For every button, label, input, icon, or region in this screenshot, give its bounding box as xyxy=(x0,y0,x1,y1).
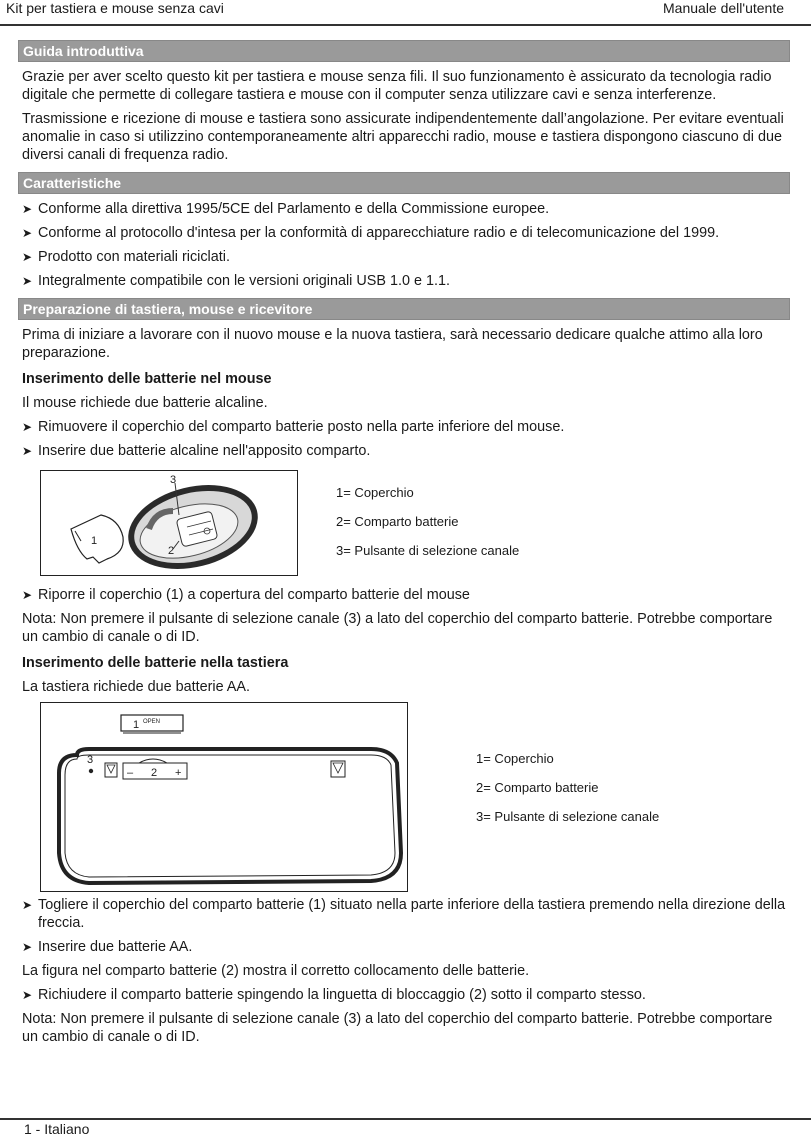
keyboard-label-1: 1 xyxy=(133,719,140,731)
document-title: Kit per tastiera e mouse senza cavi xyxy=(6,0,224,16)
list-item: ➤ Conforme alla direttiva 1995/5CE del Parlamento e della Commissione europee. xyxy=(22,201,550,217)
keyboard-minus-label: – xyxy=(127,767,134,779)
mouse-batteries-heading: Inserimento delle batterie nel mouse xyxy=(22,371,272,387)
keyboard-label-3: 3 xyxy=(87,754,94,766)
keyboard-plus-label: + xyxy=(175,767,182,779)
mouse-figure-row xyxy=(22,470,792,576)
list-item: ➤ Inserire due batterie alcaline nell'apposito comparto. xyxy=(22,443,371,459)
arrow-bullet-icon: ➤ xyxy=(22,444,33,458)
keyboard-figure-text: La figura nel comparto batterie (2) mostra il corretto collocamento delle batterie. xyxy=(22,963,530,979)
keyboard-open-label: OPEN xyxy=(143,719,161,725)
keyboard-battery-figure xyxy=(40,702,408,892)
section-title-preparation: Preparazione di tastiera, mouse e ricevitore xyxy=(18,298,790,320)
preparation-intro: Prima di iniziare a lavorare con il nuovo mouse e la nuova tastiera, sarà necessario dedicare qualche attimo alla loro preparazione. xyxy=(22,327,763,361)
mouse-note: Nota: Non premere il pulsante di selezione canale (3) a lato del coperchio del comparto batterie. Potrebbe comportare un cambio di canale o di ID. xyxy=(22,611,773,645)
page-header xyxy=(0,0,811,26)
keyboard-note: Nota: Non premere il pulsante di selezione canale (3) a lato del coperchio del comparto batterie. Potrebbe comportare un cambio di canale o di ID. xyxy=(22,1011,773,1045)
intro-paragraph-2: Trasmissione e ricezione di mouse e tastiera sono assicurate indipendentemente dall’angolazione. Per evitare eventuali anomalie in caso si utilizzino contemporaneamente altri apparecchi radio, mouse e tastiera dispongono ciascuno di due diversi canali di frequenza radio. xyxy=(22,111,784,163)
legend-item: 1= Coperchio xyxy=(336,485,414,500)
legend-item: 2= Comparto batterie xyxy=(476,780,599,795)
page-content xyxy=(22,40,792,1046)
keyboard-label-2: 2 xyxy=(151,767,158,779)
legend-item: 1= Coperchio xyxy=(476,751,554,766)
section-title-features: Caratteristiche xyxy=(18,172,790,194)
page-number: 1 - Italiano xyxy=(24,1121,90,1137)
list-item: ➤ Inserire due batterie AA. xyxy=(22,939,193,955)
mouse-batteries-text: Il mouse richiede due batterie alcaline. xyxy=(22,395,268,411)
mouse-label-2: 2 xyxy=(168,545,175,557)
keyboard-batteries-text: La tastiera richiede due batterie AA. xyxy=(22,679,250,695)
list-item: ➤ Richiudere il comparto batterie spingendo la linguetta di bloccaggio (2) sotto il comparto stesso. xyxy=(22,987,646,1003)
arrow-bullet-icon: ➤ xyxy=(22,420,33,434)
keyboard-illustration xyxy=(41,703,407,891)
arrow-bullet-icon: ➤ xyxy=(22,988,33,1002)
list-item: ➤ Riporre il coperchio (1) a copertura del comparto batterie del mouse xyxy=(22,587,470,603)
section-title-intro: Guida introduttiva xyxy=(18,40,790,62)
mouse-figure-legend xyxy=(336,478,519,565)
keyboard-figure-legend xyxy=(476,744,659,831)
arrow-bullet-icon: ➤ xyxy=(22,588,33,602)
mouse-label-1: 1 xyxy=(91,535,98,547)
mouse-battery-figure xyxy=(40,470,298,576)
keyboard-figure-row xyxy=(22,702,792,892)
arrow-bullet-icon: ➤ xyxy=(22,898,33,912)
legend-item: 3= Pulsante di selezione canale xyxy=(336,543,520,558)
arrow-bullet-icon: ➤ xyxy=(22,250,33,264)
list-item: ➤ Conforme al protocollo d'intesa per la conformità di apparecchiature radio e di telecomunicazione del 1999. xyxy=(22,225,720,241)
arrow-bullet-icon: ➤ xyxy=(22,226,33,240)
arrow-bullet-icon: ➤ xyxy=(22,202,33,216)
list-item: ➤ Togliere il coperchio del comparto batterie (1) situato nella parte inferiore della tastiera premendo nella direzione della freccia. xyxy=(22,897,786,931)
mouse-illustration xyxy=(41,471,297,575)
mouse-label-3: 3 xyxy=(170,474,177,486)
list-item: ➤ Rimuovere il coperchio del comparto batterie posto nella parte inferiore del mouse. xyxy=(22,419,565,435)
arrow-bullet-icon: ➤ xyxy=(22,274,33,288)
list-item: ➤ Prodotto con materiali riciclati. xyxy=(22,249,230,265)
document-type: Manuale dell'utente xyxy=(663,0,784,16)
keyboard-batteries-heading: Inserimento delle batterie nella tastiera xyxy=(22,655,289,671)
channel-button-dot xyxy=(89,769,93,773)
intro-paragraph-1: Grazie per aver scelto questo kit per tastiera e mouse senza fili. Il suo funzionamento è assicurato da tecnologia radio digitale che permette di collegare tastiera e mouse con il computer senza utilizzare cavi e senza interferenze. xyxy=(22,69,772,103)
list-item: ➤ Integralmente compatibile con le versioni originali USB 1.0 e 1.1. xyxy=(22,273,450,289)
page-footer xyxy=(0,1118,811,1137)
arrow-bullet-icon: ➤ xyxy=(22,940,33,954)
legend-item: 3= Pulsante di selezione canale xyxy=(476,809,660,824)
legend-item: 2= Comparto batterie xyxy=(336,514,459,529)
